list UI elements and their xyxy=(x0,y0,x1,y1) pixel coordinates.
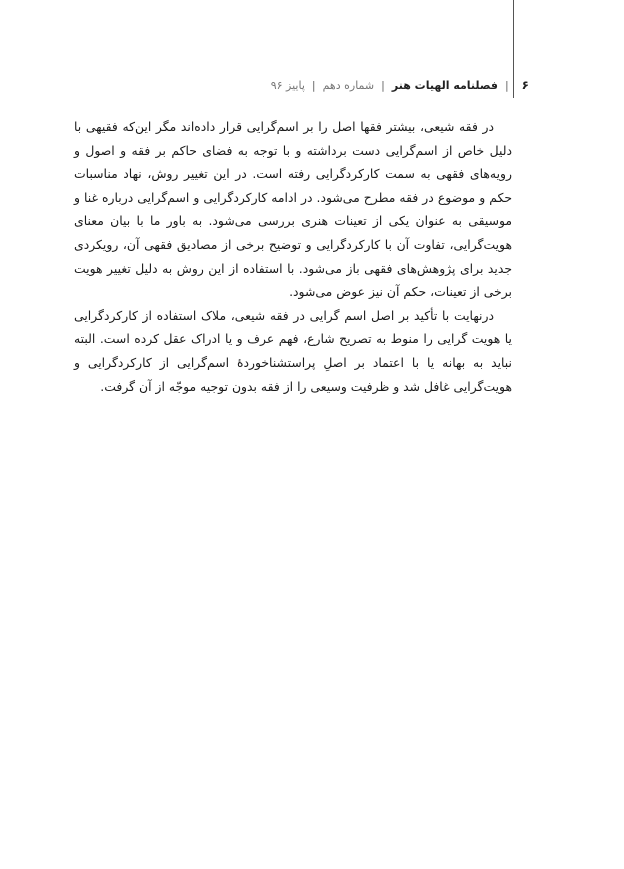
header-separator: | xyxy=(504,79,509,92)
header-separator: | xyxy=(311,79,316,92)
paragraph-2: درنهایت با تأکید بر اصل اسم گرایی در فقه شیعی، ملاک استفاده از کارکردگرایی یا هویت گرایی را منوط به تصریح شارع، فهم عرف و یا ادراک عقل کرده است. البته نباید به بهانه یا با اعتماد بر اصلِ پراستشناخوردهٔ اسم‌گرایی از کارکردگرایی و هویت‌گرایی غافل شد و ظرفیت وسیعی را از فقه بدون توجیه موجّه از آن گرفت. xyxy=(74,307,512,394)
paragraph-1: در فقه شیعی، بیشتر فقها اصل را بر اسم‌گرایی قرار داده‌اند مگر این‌که فقیهی با دلیل خاص از اسم‌گرایی دست برداشته و با توجه به فضای حاکم بر فقه و اصول و رویه‌های فقهی به سمت کارکردگرایی رفته است. در این تغییر روش، نهاد مناسبات حکم و موضوع در فقه مطرح می‌شود. در ادامه کارکردگرایی و اسم‌گرایی درباره غنا و موسیقی به عنوان یکی از تعینات هنری بررسی می‌شود. به باور ما با بیان معنای هویت‌گرایی، تفاوت آن با کارکردگرایی و توضیح برخی از مصادیق فقهی آن، رویکردی جدید برای پژوهش‌های فقهی باز می‌شود. با استفاده از این روش به دلیل تغییر هویت برخی از تعینات، حکم آن نیز عوض می‌شود. xyxy=(74,119,512,300)
body-text xyxy=(74,115,512,398)
running-header xyxy=(271,78,529,92)
header-separator: | xyxy=(381,79,385,92)
issue-season: پاییز ۹۶ xyxy=(270,79,305,92)
journal-title: فصلنامه الهیات هنر xyxy=(391,79,498,92)
issue-number: شماره دهم xyxy=(322,79,375,92)
page-number: ۶ xyxy=(521,78,529,92)
